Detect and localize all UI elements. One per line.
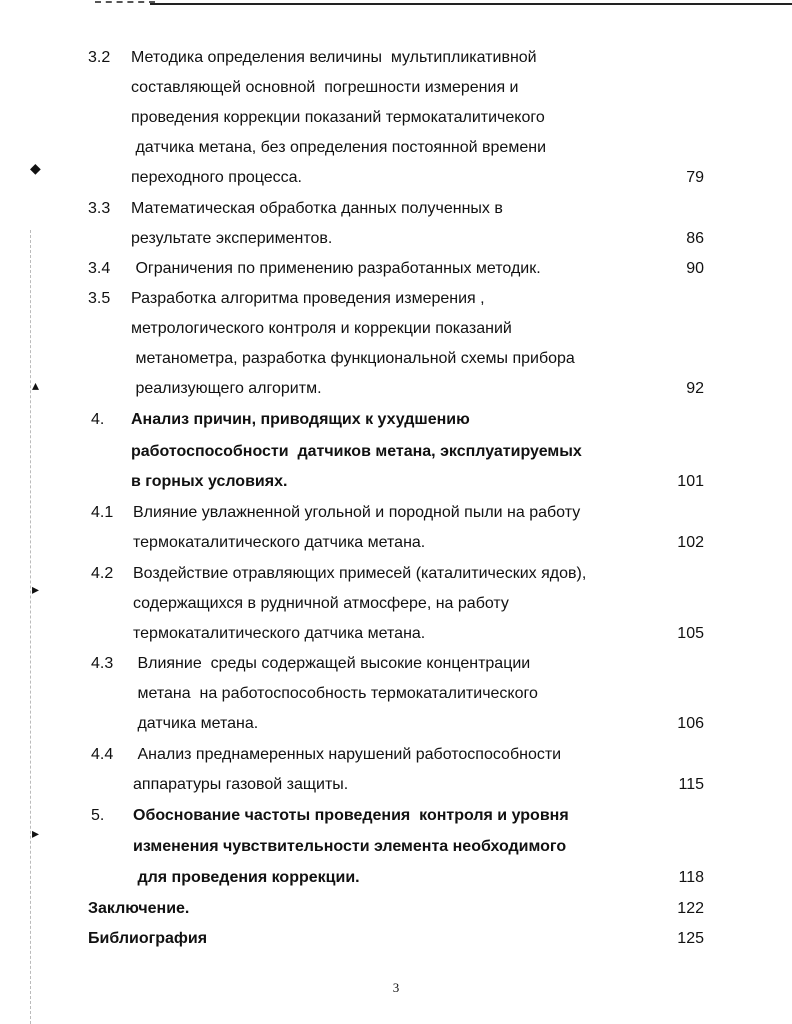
toc-page-number: 122: [677, 900, 704, 917]
toc-entry-text: Воздействие отравляющих примесей (каталитических ядов),: [133, 565, 587, 582]
toc-entry-text: Обоснование частоты проведения контроля и уровня: [133, 807, 569, 824]
toc-page-number: 86: [686, 230, 704, 247]
toc-page-number: 101: [677, 473, 704, 490]
toc-page-number: 118: [678, 869, 704, 886]
toc-entry-text: Ограничения по применению разработанных методик.: [131, 260, 541, 277]
toc-entry-text: термокаталитического датчика метана.: [133, 625, 426, 642]
toc-page-number: 90: [686, 260, 704, 277]
scan-marker-arrow-icon: ▸: [32, 825, 40, 841]
toc-line: [0, 314, 792, 344]
toc-line: [0, 679, 792, 709]
toc-page-number: 125: [677, 930, 704, 947]
toc-line: [0, 43, 792, 73]
toc-entry-text: Математическая обработка данных полученных в: [131, 200, 503, 217]
toc-section-number: 5.: [91, 807, 105, 824]
toc-line: [0, 467, 792, 497]
toc-entry-text: содержащихся в рудничной атмосфере, на работу: [133, 595, 509, 612]
toc-section-number: 4.4: [91, 746, 114, 763]
toc-line: [0, 528, 792, 558]
toc-line: [0, 344, 792, 374]
toc-entry-text: Методика определения величины мультипликативной: [131, 49, 537, 66]
toc-line: [0, 863, 792, 893]
toc-entry-text: изменения чувствительности элемента необходимого: [133, 838, 567, 855]
toc-entry-text: для проведения коррекции.: [133, 869, 360, 886]
toc-page-number: 115: [678, 776, 704, 793]
toc-line: [0, 73, 792, 103]
toc-page-number: 105: [677, 625, 704, 642]
toc-entry-text: переходного процесса.: [131, 169, 302, 186]
scan-artifact-top-line: [150, 3, 792, 5]
page-number: 3: [392, 980, 400, 995]
toc-entry-text: Разработка алгоритма проведения измерения ,: [131, 290, 485, 307]
toc-line: [0, 589, 792, 619]
toc-entry-text: результате экспериментов.: [131, 230, 333, 247]
toc-page-number: 106: [677, 715, 704, 732]
toc-line: [0, 498, 792, 528]
toc-line: [0, 437, 792, 467]
toc-entry-text: датчика метана, без определения постоянной времени: [131, 139, 546, 156]
toc-entry-text: Библиография: [88, 930, 208, 947]
toc-line: [0, 740, 792, 770]
toc-entry-text: составляющей основной погрешности измерения и: [131, 79, 519, 96]
toc-line: [0, 224, 792, 254]
toc-entry-text: датчика метана.: [133, 715, 259, 732]
toc-line: [0, 254, 792, 284]
toc-page-number: 102: [677, 534, 704, 551]
toc-section-number: 4.1: [91, 504, 114, 521]
toc-section-number: 4.2: [91, 565, 114, 582]
scan-marker-arrow-icon: ▴: [32, 377, 40, 393]
toc-entry-text: Заключение.: [88, 900, 190, 917]
toc-section-number: 4.: [91, 411, 105, 428]
scan-marker-diamond-icon: ◆: [30, 160, 41, 176]
scan-artifact-top-marks: [95, 1, 155, 5]
toc-section-number: 3.5: [88, 290, 111, 307]
toc-line: [0, 284, 792, 314]
toc-entry-text: Анализ преднамеренных нарушений работоспособности: [133, 746, 562, 763]
toc-page-number: 79: [686, 169, 704, 186]
toc-section-number: 3.3: [88, 200, 111, 217]
scan-marker-arrow-icon: ▸: [32, 581, 40, 597]
toc-line: [0, 649, 792, 679]
toc-entry-text: метрологического контроля и коррекции показаний: [131, 320, 512, 337]
toc-line: [0, 103, 792, 133]
toc-section-number: 3.4: [88, 260, 111, 277]
toc-page-number: 92: [686, 380, 704, 397]
toc-entry-text: реализующего алгоритм.: [131, 380, 322, 397]
toc-line: [0, 770, 792, 800]
toc-entry-text: Влияние увлажненной угольной и породной пыли на работу: [133, 504, 581, 521]
toc-entry-text: проведения коррекции показаний термокаталитичекого: [131, 109, 545, 126]
toc-line: [0, 194, 792, 224]
toc-line: [0, 559, 792, 589]
toc-line: [0, 133, 792, 163]
toc-entry-text: метана на работоспособность термокаталитического: [133, 685, 538, 702]
toc-entry-text: метанометра, разработка функциональной схемы прибора: [131, 350, 575, 367]
toc-entry-text: аппаратуры газовой защиты.: [133, 776, 349, 793]
toc-entry-text: Анализ причин, приводящих к ухудшению: [131, 411, 470, 428]
toc-line: [0, 619, 792, 649]
toc-line: [0, 801, 792, 831]
toc-line: [0, 924, 792, 954]
toc-line: [0, 405, 792, 435]
toc-line: [0, 374, 792, 404]
toc-entry-text: в горных условиях.: [131, 473, 288, 490]
toc-line: [0, 709, 792, 739]
toc-line: [0, 894, 792, 924]
toc-entry-text: работоспособности датчиков метана, эксплуатируемых: [131, 443, 582, 460]
toc-entry-text: термокаталитического датчика метана.: [133, 534, 426, 551]
toc-line: [0, 832, 792, 862]
toc-section-number: 3.2: [88, 49, 111, 66]
toc-section-number: 4.3: [91, 655, 114, 672]
toc-line: [0, 160, 792, 193]
toc-entry-text: Влияние среды содержащей высокие концентрации: [133, 655, 531, 672]
